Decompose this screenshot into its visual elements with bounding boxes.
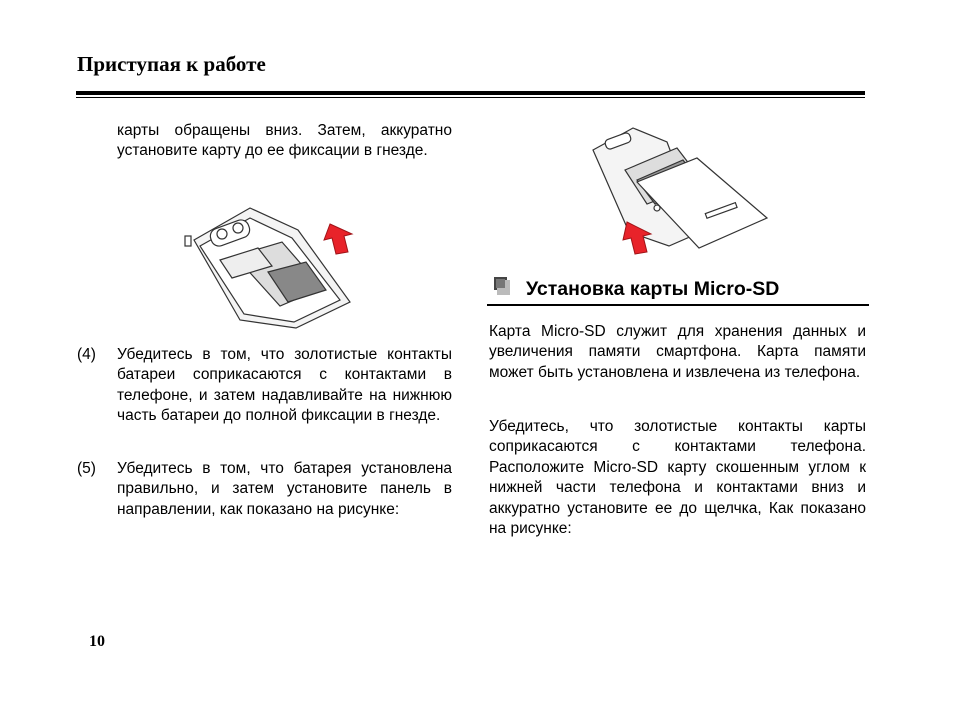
step-5-text: Убедитесь в том, что батарея установлена правильно, и затем установите панель в направлении, как показано на рисунке:: [117, 460, 452, 518]
battery-install-illustration: [180, 190, 360, 330]
header-rule-thin: [76, 97, 865, 98]
step-4-number: (4): [77, 346, 96, 363]
step-5-number: (5): [77, 460, 96, 477]
microsd-paragraph-2: Убедитесь, что золотистые контакты карты соприкасаются с контактами телефона. Расположите Micro-SD карту скошенным углом к нижней части телефона и контактами вниз и аккуратно установите ее до щелчка, Как показано на рисунке:: [489, 418, 866, 538]
step-4-text: Убедитесь в том, что золотистые контакты батареи соприкасаются с контактами в телефоне, и затем надавливайте на нижнюю часть батареи до полной фиксации в гнезде.: [117, 346, 452, 425]
intro-paragraph: карты обращены вниз. Затем, аккуратно установите карту до ее фиксации в гнезде.: [117, 122, 452, 160]
section-square-icon: [494, 277, 510, 295]
header-rule-thick: [76, 91, 865, 95]
section-heading-rule: [487, 304, 869, 306]
section-heading: Установка карты Micro-SD: [526, 278, 780, 300]
microsd-paragraph-1: Карта Micro-SD служит для хранения данных и увеличения памяти смартфона. Карта памяти может быть установлена и извлечена из телефона.: [489, 323, 866, 381]
page-title: Приступая к работе: [77, 52, 266, 76]
page-number: 10: [89, 633, 105, 650]
cover-install-illustration: [585, 122, 775, 257]
